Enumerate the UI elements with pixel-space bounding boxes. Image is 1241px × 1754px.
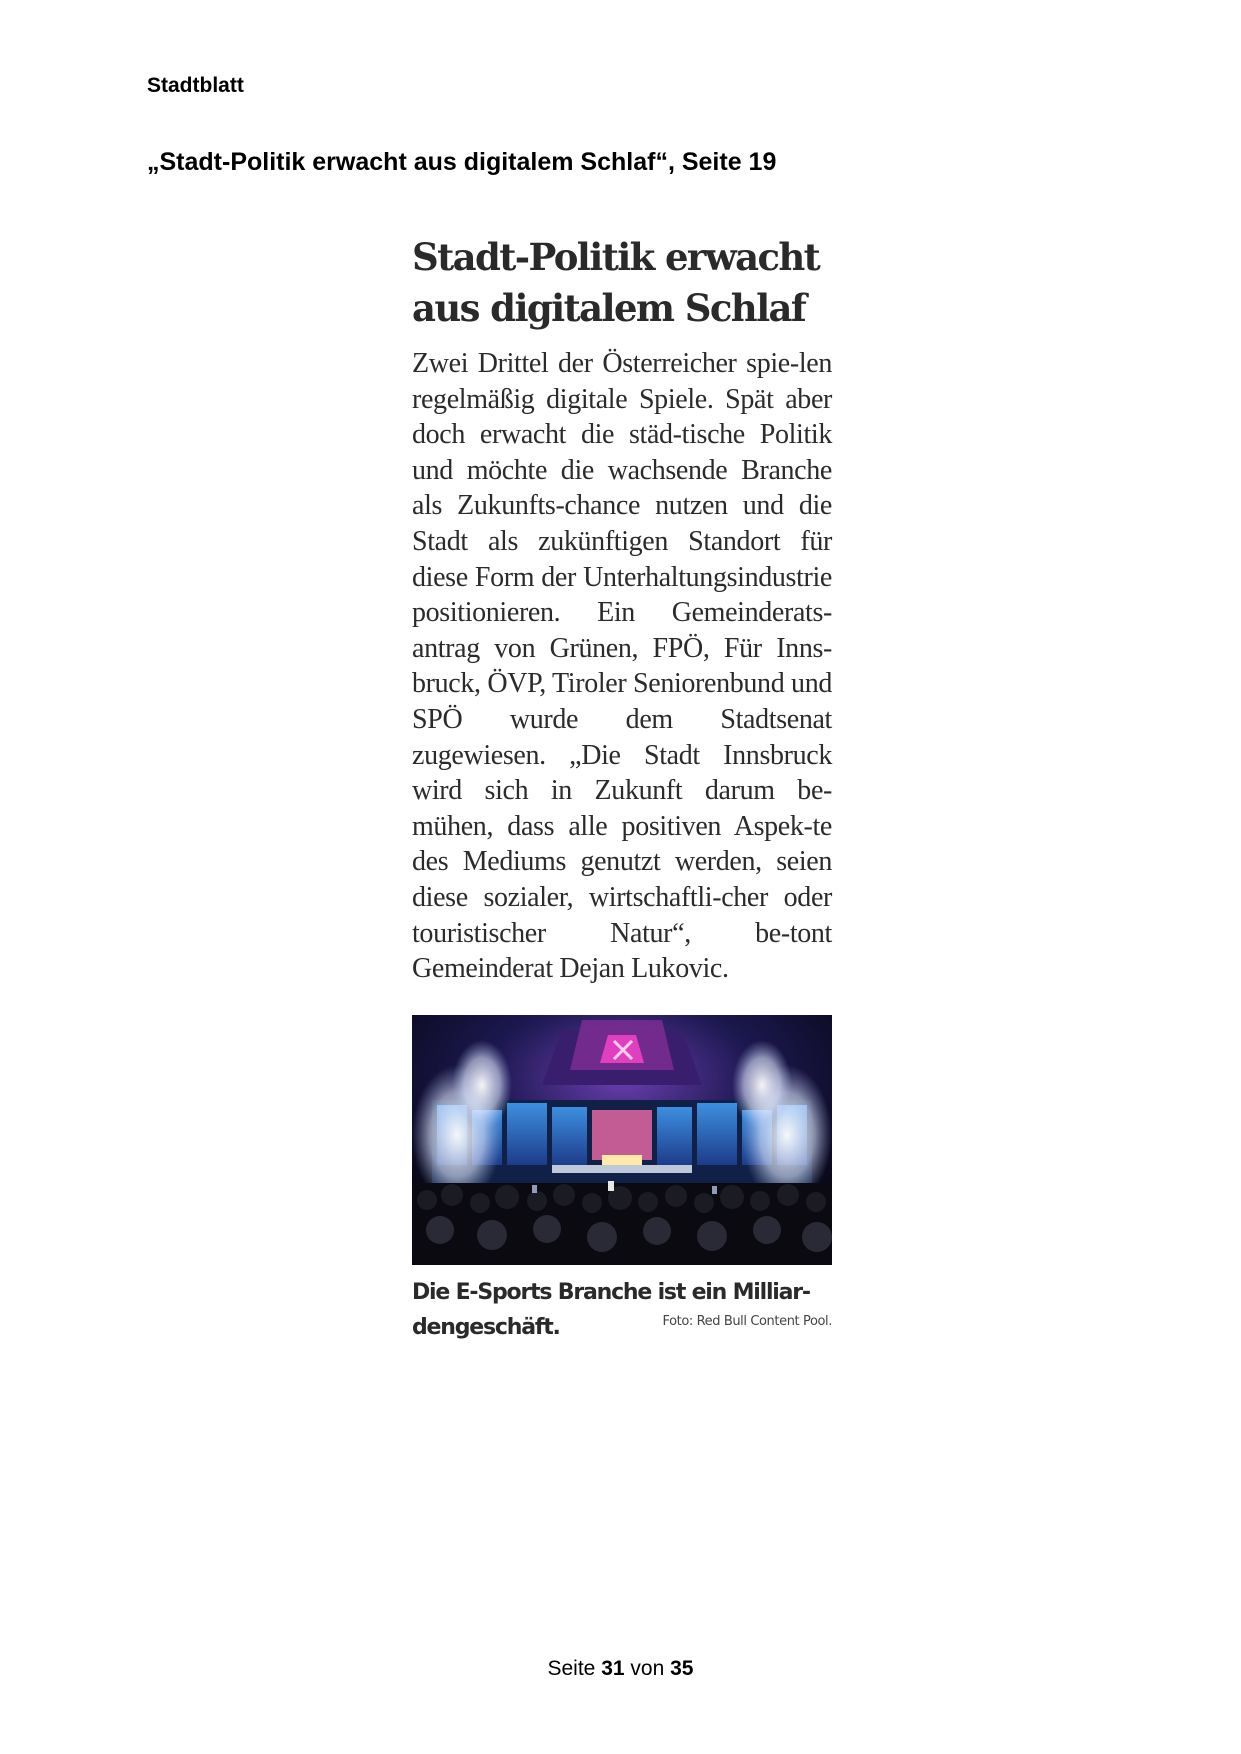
newspaper-clipping (412, 232, 832, 1345)
photo-caption (412, 1275, 832, 1345)
document-title: „Stadt-Politik erwacht aus digitalem Schlaf“, Seite 19 (147, 148, 777, 176)
page-separator: von (630, 1657, 665, 1680)
headline-line-2: aus digitalem Schlaf (412, 286, 806, 330)
page-footer (0, 1657, 1241, 1681)
total-page-number: 35 (670, 1657, 694, 1680)
current-page-number: 31 (601, 1657, 625, 1680)
article-body: Zwei Drittel der Österreicher spie-len regelmäßig digitale Spiele. Spät aber doch erwacht die städ-tische Politik und möchte die wachsende Branche als Zukunfts-chance nutzen und die Stadt als zukünftigen Standort für diese Form der Unterhaltungsindustrie positionieren. Ein Gemeinderats-antrag von Grünen, FPÖ, Für Inns-bruck, ÖVP, Tiroler Seniorenbund und SPÖ wurde dem Stadtsenat zugewiesen. „Die Stadt Innsbruck wird sich in Zukunft darum be-mühen, dass alle positiven Aspek-te des Mediums genutzt werden, seien diese sozialer, wirtschaftli-cher oder touristischer Natur“, be-tont Gemeinderat Dejan Lukovic. (412, 348, 832, 985)
page-prefix: Seite (547, 1657, 596, 1680)
caption-text: Die E-Sports Branche ist ein Milliar-dengeschäft. (412, 1279, 810, 1340)
headline-line-1: Stadt-Politik erwacht (412, 235, 820, 279)
photo-credit: Foto: Red Bull Content Pool. (662, 1313, 832, 1329)
article-headline (412, 232, 832, 334)
esports-stage-photo (412, 1015, 832, 1265)
publication-source: Stadtblatt (147, 74, 244, 97)
